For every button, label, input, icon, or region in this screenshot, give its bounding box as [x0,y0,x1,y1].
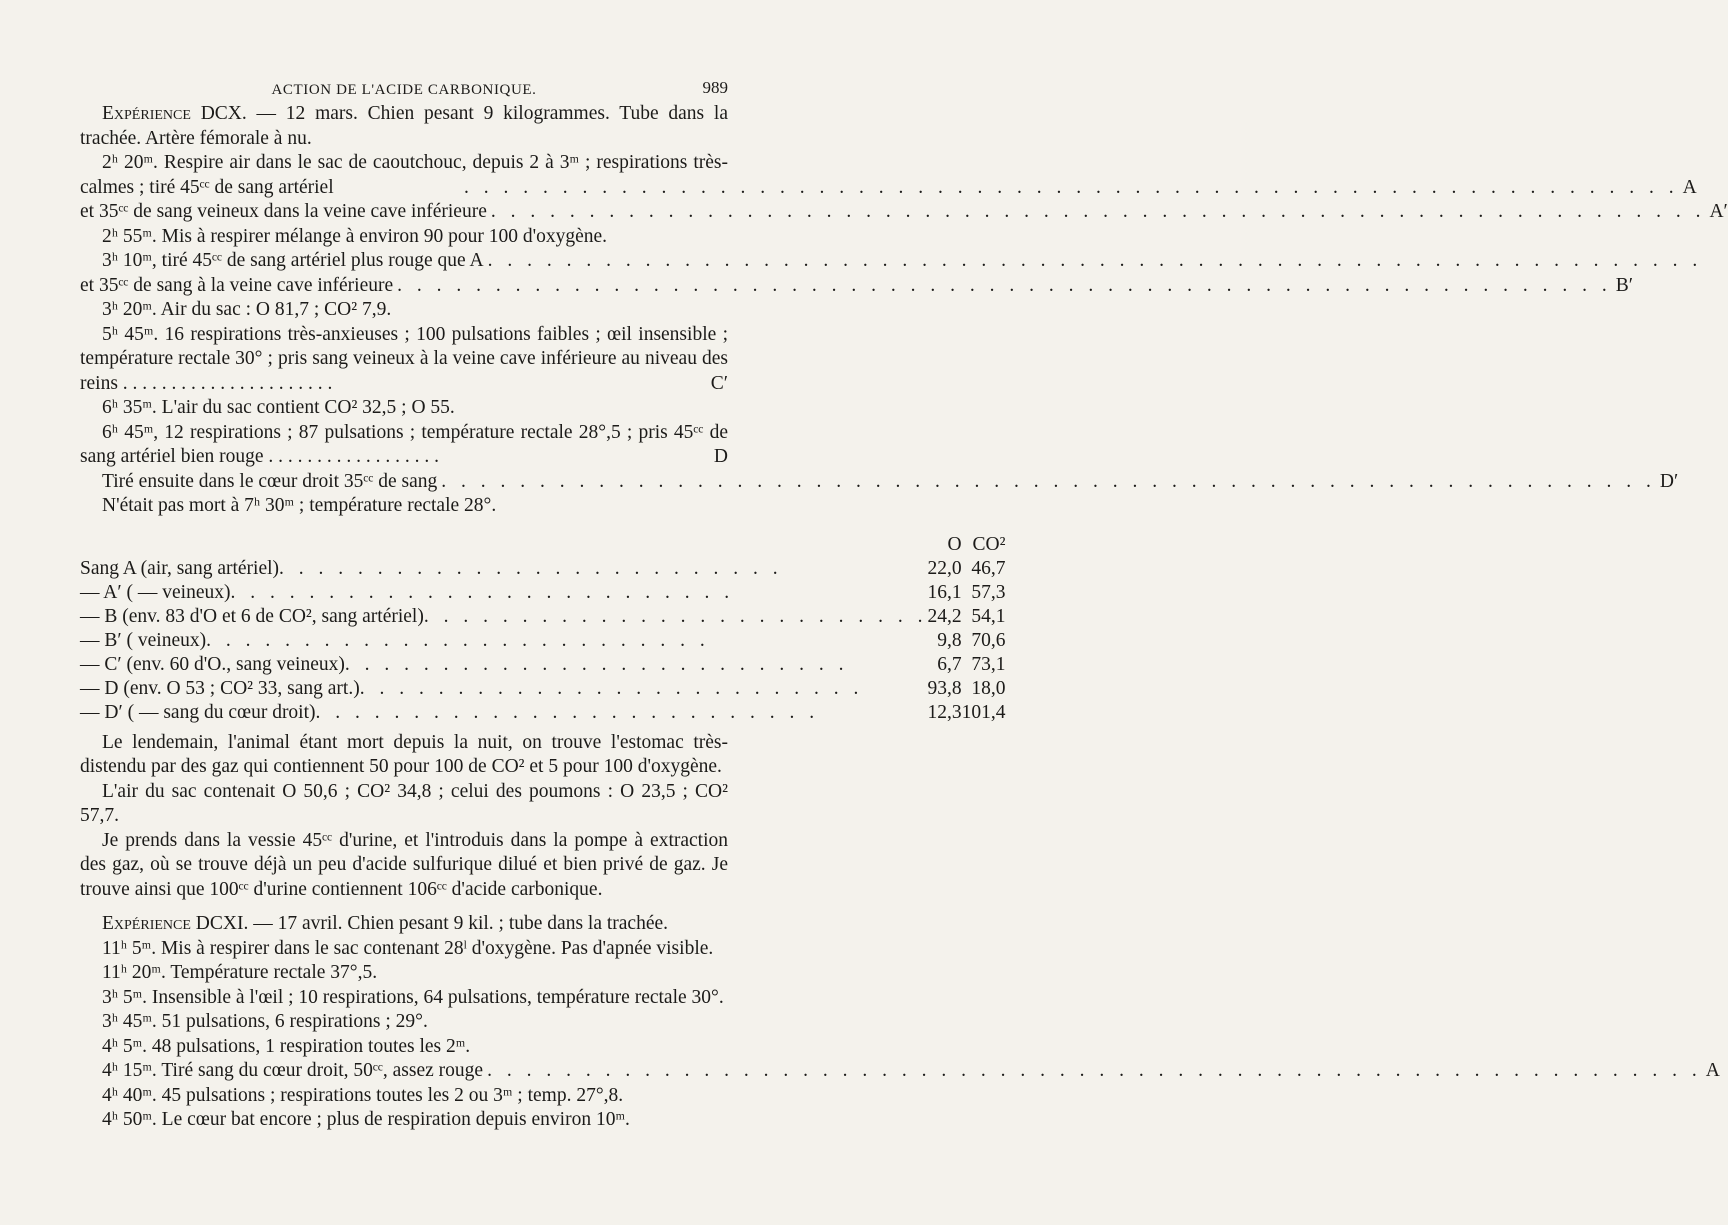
row-co2-value: 57,3 [971,581,1006,603]
exp611-entry-7: 4ʰ 40ᵐ. 45 pulsations ; respirations toutes les 2 ou 3ᵐ ; temp. 27°,8. [102,1084,624,1106]
experiment-intro-text: — 17 avril. Chien pesant 9 kil. ; tube dans la trachée. [248,913,669,934]
paragraph-lendemain: Le lendemain, l'animal étant mort depuis la nuit, on trouve l'estomac très-distendu par des gaz qui contiennent 50 pour 100 de CO² et 5 pour 100 d'oxygène. [80,731,728,777]
entry-text: 3ʰ 10ᵐ, tiré 45ᶜᶜ de sang artériel plus rouge que A [102,250,484,271]
row-co2-value: 18,0 [971,677,1006,699]
row-label: — A′ ( — veineux) [80,581,231,603]
sample-key: A [1682,176,1697,198]
paragraph-air-du-sac: L'air du sac contenait O 50,6 ; CO² 34,8 ; celui des poumons : O 23,5 ; CO² 57,7. [80,780,728,826]
row-o-value: 16,1 [927,581,962,603]
exp610-entry-3b [80,274,1634,299]
table-row [80,629,1005,653]
column-header-o: O [947,533,962,555]
exp611-entry-3: 3ʰ 5ᵐ. Insensible à l'œil ; 10 respirations, 64 pulsations, température rectale 30°. [102,986,724,1008]
exp611-entry-4: 3ʰ 45ᵐ. 51 pulsations, 6 respirations ; 29°. [102,1011,428,1032]
table-row [80,677,1005,701]
exp610-entry-9: N'était pas mort à 7ʰ 30ᵐ ; température rectale 28°. [102,495,497,516]
page-header [80,72,728,100]
row-co2-value: 70,6 [971,629,1006,651]
entry-text: et 35ᶜᶜ de sang veineux dans la veine cave inférieure [80,201,487,222]
column-header-co2: CO² [972,533,1006,555]
table-row [80,581,1005,605]
row-o-value: 93,8 [927,677,962,699]
row-o-value: 24,2 [927,605,962,627]
table-row [80,605,1005,629]
paragraph-urine: Je prends dans la vessie 45ᶜᶜ d'urine, et l'introduis dans la pompe à extraction des gaz, où se trouve déjà un peu d'acide sulfurique dilué et bien privé de gaz. Je trouve ainsi que 100ᶜᶜ d'urine contiennent 106ᶜᶜ d'acide carbonique. [80,829,728,900]
table-header-row [80,533,1005,557]
running-title: ACTION DE L'ACIDE CARBONIQUE. [271,82,537,98]
experiment-title: Expérience DCXI. [102,913,249,934]
sample-key: A′ [1709,201,1728,222]
row-co2-value: 46,7 [971,557,1006,579]
experiment-611-intro [80,912,728,937]
row-label: — B (env. 83 d'O et 6 de CO², sang artériel) [80,605,424,627]
row-co2-value: 54,1 [971,605,1006,627]
row-o-value: 6,7 [937,653,962,675]
page-number: 989 [702,78,728,97]
row-o-value: 9,8 [937,629,962,651]
row-label: — C′ (env. 60 d'O., sang veineux) [80,653,345,675]
exp611-entry-5: 4ʰ 5ᵐ. 48 pulsations, 1 respiration toutes les 2ᵐ. [102,1035,471,1057]
row-label: — D′ ( — sang du cœur droit) [80,701,316,723]
row-o-value: 12,3 [927,701,962,723]
row-co2-value: 73,1 [971,653,1006,675]
entry-text: et 35ᶜᶜ de sang à la veine cave inférieure [80,274,394,296]
exp610-entry-1b [80,200,1728,225]
sample-key: D′ [1659,470,1679,492]
row-co2-value: 101,4 [961,701,1006,723]
exp611-entry-8: 4ʰ 50ᵐ. Le cœur bat encore ; plus de respiration depuis environ 10ᵐ. [102,1109,630,1130]
entry-text: 6ʰ 45ᵐ, 12 respirations ; 87 pulsations ; température rectale 28°,5 ; pris 45ᶜᶜ de sang artériel bien rouge [80,421,728,467]
exp610-entry-5: 5ʰ 45ᵐ. 16 respirations très-anxieuses ; 100 pulsations faibles ; œil insensible ; température rectale 30° ; pris sang veineux à la veine cave inférieure au niveau des reins . . . . . . . . . . . . . . . . . . . . . . C′ [80,323,728,397]
gas-results-table [80,533,1005,725]
sample-key: A [1705,1060,1720,1081]
entry-text: Tiré ensuite dans le cœur droit 35ᶜᶜ de sang [102,470,438,492]
exp610-entry-4: 3ʰ 20ᵐ. Air du sac : O 81,7 ; CO² 7,9. [102,299,392,320]
experiment-610-intro [80,102,728,151]
exp610-entry-6: 6ʰ 35ᵐ. L'air du sac contient CO² 32,5 ; O 55. [102,397,455,418]
exp610-entry-3 [80,249,728,274]
entry-text: 4ʰ 15ᵐ. Tiré sang du cœur droit, 50ᶜᶜ, assez rouge [102,1060,484,1081]
entry-text: 2ʰ 20ᵐ. Respire air dans le sac de caoutchouc, depuis 2 à 3ᵐ ; respirations très-calmes ; tiré 45ᶜᶜ de sang artériel [80,152,728,198]
table-row [80,653,1005,677]
table-row [80,557,1005,581]
exp610-entry-7: 6ʰ 45ᵐ, 12 respirations ; 87 pulsations ; température rectale 28°,5 ; pris 45ᶜᶜ de sang artériel bien rouge . . . . . . . . . . . . . . . . . . D [80,421,728,470]
row-label: Sang A (air, sang artériel) [80,557,280,579]
exp611-entry-6 [80,1059,1720,1084]
experiment-title: Expérience DCX. [102,103,247,124]
exp610-entry-2: 2ʰ 55ᵐ. Mis à respirer mélange à environ 90 pour 100 d'oxygène. [102,225,608,247]
exp611-entry-2: 11ʰ 20ᵐ. Température rectale 37°,5. [102,962,378,983]
exp610-entry-8 [80,470,1679,495]
row-o-value: 22,0 [927,557,962,579]
table-row [80,701,1005,725]
entry-text: 5ʰ 45ᵐ. 16 respirations très-anxieuses ; 100 pulsations faibles ; œil insensible ; température rectale 30° ; pris sang veineux à la veine cave inférieure au niveau des reins [80,323,728,394]
exp611-entry-1: 11ʰ 5ᵐ. Mis à respirer dans le sac contenant 28ˡ d'oxygène. Pas d'apnée visible. [102,937,714,959]
row-label: — D (env. O 53 ; CO² 33, sang art.) [80,677,360,699]
sample-key: B′ [1615,274,1634,296]
experiment-intro-text: — 12 mars. Chien pesant 9 kilogrammes. Tube dans la trachée. Artère fémorale à nu. [80,103,728,149]
sample-key: D [713,446,728,467]
row-label: — B′ ( veineux) [80,629,207,651]
sample-key: C′ [710,372,728,394]
